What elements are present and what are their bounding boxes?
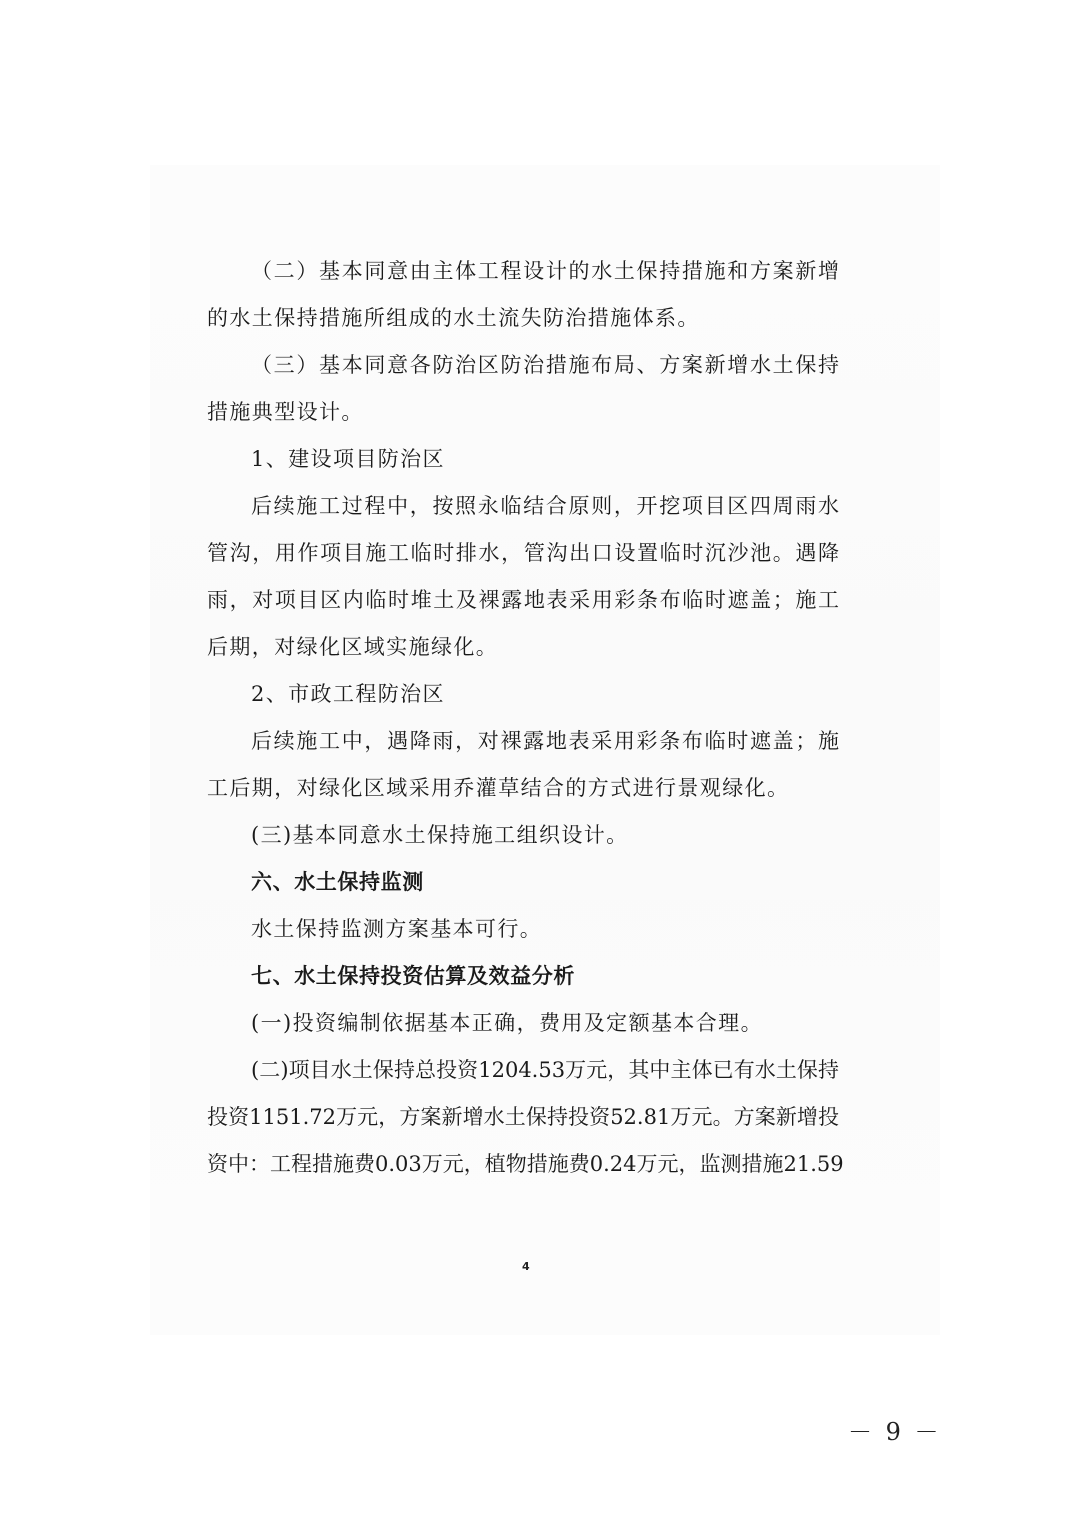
text-line: 后期，对绿化区域实施绿化。 bbox=[207, 635, 499, 659]
text-line: 措施典型设计。 bbox=[207, 400, 364, 424]
document-body bbox=[207, 248, 844, 1188]
text-line: 投资1151.72万元，方案新增水土保持投资52.81万元。方案新增投 bbox=[207, 1105, 839, 1129]
section-heading: 六、水土保持监测 bbox=[251, 870, 424, 894]
text-line: 工后期，对绿化区域采用乔灌草结合的方式进行景观绿化。 bbox=[207, 776, 790, 800]
text-line: 的水土保持措施所组成的水土流失防治措施体系。 bbox=[207, 306, 700, 330]
text-line: (一)投资编制依据基本正确，费用及定额基本合理。 bbox=[251, 1011, 763, 1035]
text-line: 1、建设项目防治区 bbox=[251, 447, 445, 471]
text-line: (二)项目水土保持总投资1204.53万元，其中主体已有水土保持 bbox=[251, 1058, 839, 1082]
text-line: 后续施工过程中，按照永临结合原则，开挖项目区四周雨水 bbox=[251, 494, 839, 518]
scanned-page-number: 4 bbox=[522, 1260, 530, 1273]
text-line: 资中：工程措施费0.03万元，植物措施费0.24万元，监测措施21.59 bbox=[207, 1152, 844, 1176]
page-number: － 9 － bbox=[848, 1418, 942, 1446]
text-line: 后续施工中，遇降雨，对裸露地表采用彩条布临时遮盖；施 bbox=[251, 729, 839, 753]
text-line: 2、市政工程防治区 bbox=[251, 682, 445, 706]
text-line: （二）基本同意由主体工程设计的水土保持措施和方案新增 bbox=[251, 259, 839, 283]
section-heading: 七、水土保持投资估算及效益分析 bbox=[251, 964, 575, 988]
text-line: 水土保持监测方案基本可行。 bbox=[251, 917, 543, 941]
text-line: （三）基本同意各防治区防治措施布局、方案新增水土保持 bbox=[251, 353, 839, 377]
text-line: 管沟，用作项目施工临时排水，管沟出口设置临时沉沙池。遇降 bbox=[207, 541, 839, 565]
text-line: (三)基本同意水土保持施工组织设计。 bbox=[251, 823, 629, 847]
text-line: 雨，对项目区内临时堆土及裸露地表采用彩条布临时遮盖；施工 bbox=[207, 588, 839, 612]
